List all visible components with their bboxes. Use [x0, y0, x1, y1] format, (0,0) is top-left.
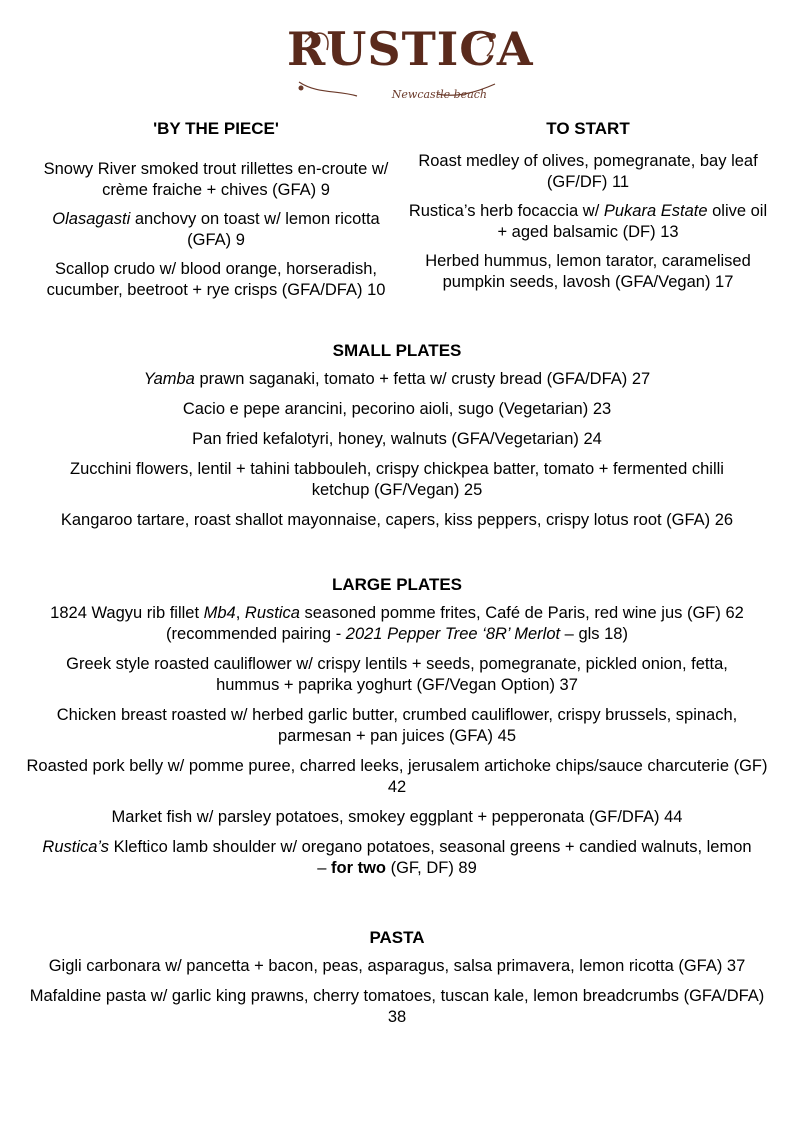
lamb-restaurant: Rustica’s — [42, 838, 110, 856]
menu-item-zucchini-flowers: Zucchini flowers, lentil + tahini tabbouleh, crispy chickpea batter, tomato + fermented chilli ketchup (GF/Vegan) 25 — [70, 460, 724, 499]
wagyu-text-3: seasoned pomme frites, Café de Paris, red wine jus (GF) 62 (recommended pairing - — [166, 604, 744, 643]
menu-item-saganaki-origin: Yamba — [143, 370, 195, 388]
pasta-heading: PASTA — [369, 928, 425, 947]
menu-item-anchovy — [30, 209, 402, 251]
menu-item-arancini: Cacio e pepe arancini, pecorino aioli, sugo (Vegetarian) 23 — [182, 400, 612, 418]
menu-item-kefalotyri: Pan fried kefalotyri, honey, walnuts (GFA/Vegetarian) 24 — [192, 430, 602, 448]
wagyu-text-1: 1824 Wagyu rib fillet — [50, 604, 204, 622]
wagyu-restaurant: Rustica — [244, 604, 300, 622]
small-plates-section — [20, 340, 774, 531]
menu-item-focaccia-brand: Pukara Estate — [603, 202, 708, 220]
menu-item-olives: Roast medley of olives, pomegranate, bay leaf (GF/DF) 11 — [418, 152, 758, 191]
lamb-text-1: Kleftico lamb shoulder w/ oregano potatoes, seasonal greens + candied walnuts, lemon – — [109, 838, 752, 877]
menu-item-saganaki-text: prawn saganaki, tomato + fetta w/ crusty bread (GFA/DFA) 27 — [194, 370, 651, 388]
menu-item-chicken: Chicken breast roasted w/ herbed garlic butter, crumbed cauliflower, crispy brussels, spinach, parmesan + pan juices (GFA) 45 — [56, 706, 738, 745]
menu-item-lamb — [37, 837, 757, 879]
to-start-section — [402, 118, 774, 293]
wagyu-wine-pairing: 2021 Pepper Tree ‘8R’ Merlot — [345, 625, 561, 643]
wagyu-text-2: , — [235, 604, 245, 622]
logo-tagline: Newcastle beach — [391, 88, 487, 101]
menu-item-hummus: Herbed hummus, lemon tarator, caramelised pumpkin seeds, lavosh (GFA/Vegan) 17 — [425, 252, 751, 291]
by-the-piece-section — [30, 118, 402, 301]
by-the-piece-heading: 'BY THE PIECE' — [153, 119, 279, 138]
menu-item-focaccia — [402, 201, 774, 243]
menu-item-carbonara: Gigli carbonara w/ pancetta + bacon, peas, asparagus, salsa primavera, lemon ricotta (GFA) 37 — [48, 957, 746, 975]
menu-item-focaccia-after: olive oil + aged balsamic (DF) 13 — [497, 202, 768, 241]
menu-item-focaccia-before: Rustica’s herb focaccia w/ — [408, 202, 604, 220]
menu-item-kangaroo: Kangaroo tartare, roast shallot mayonnaise, capers, kiss peppers, crispy lotus root (GFA) 26 — [60, 511, 734, 529]
large-plates-section — [20, 574, 774, 879]
wagyu-text-4: – gls 18) — [560, 625, 628, 643]
menu-item-pork-belly: Roasted pork belly w/ pomme puree, charred leeks, jerusalem artichoke chips/sauce charcuterie (GF) 42 — [26, 757, 768, 796]
menu-item-wagyu — [20, 603, 774, 645]
restaurant-logo — [287, 22, 534, 110]
menu-item-anchovy-brand: Olasagasti — [52, 210, 131, 228]
menu-item-market-fish: Market fish w/ parsley potatoes, smokey eggplant + pepperonata (GF/DFA) 44 — [111, 808, 683, 826]
menu-item-trout: Snowy River smoked trout rillettes en-croute w/ crème fraiche + chives (GFA) 9 — [43, 160, 389, 199]
to-start-heading: TO START — [546, 119, 630, 138]
menu-item-scallop: Scallop crudo w/ blood orange, horseradish, cucumber, beetroot + rye crisps (GFA/DFA) 10 — [46, 260, 386, 299]
menu-item-saganaki — [20, 369, 774, 390]
menu-item-anchovy-text: anchovy on toast w/ lemon ricotta (GFA) 9 — [130, 210, 380, 249]
lamb-text-2: (GF, DF) 89 — [386, 859, 477, 877]
pasta-section — [20, 927, 774, 1028]
lamb-for-two: for two — [331, 859, 386, 877]
large-plates-heading: LARGE PLATES — [331, 575, 463, 594]
small-plates-heading: SMALL PLATES — [332, 341, 462, 360]
wagyu-grade: Mb4 — [203, 604, 236, 622]
menu-item-mafaldine: Mafaldine pasta w/ garlic king prawns, cherry tomatoes, tuscan kale, lemon breadcrumbs (GFA/DFA) 38 — [29, 987, 765, 1026]
logo-wordmark: RUSTICA — [287, 22, 534, 76]
menu-item-cauliflower: Greek style roasted cauliflower w/ crispy lentils + seeds, pomegranate, pickled onion, fetta, hummus + paprika yoghurt (GF/Vegan Option) 37 — [66, 655, 728, 694]
